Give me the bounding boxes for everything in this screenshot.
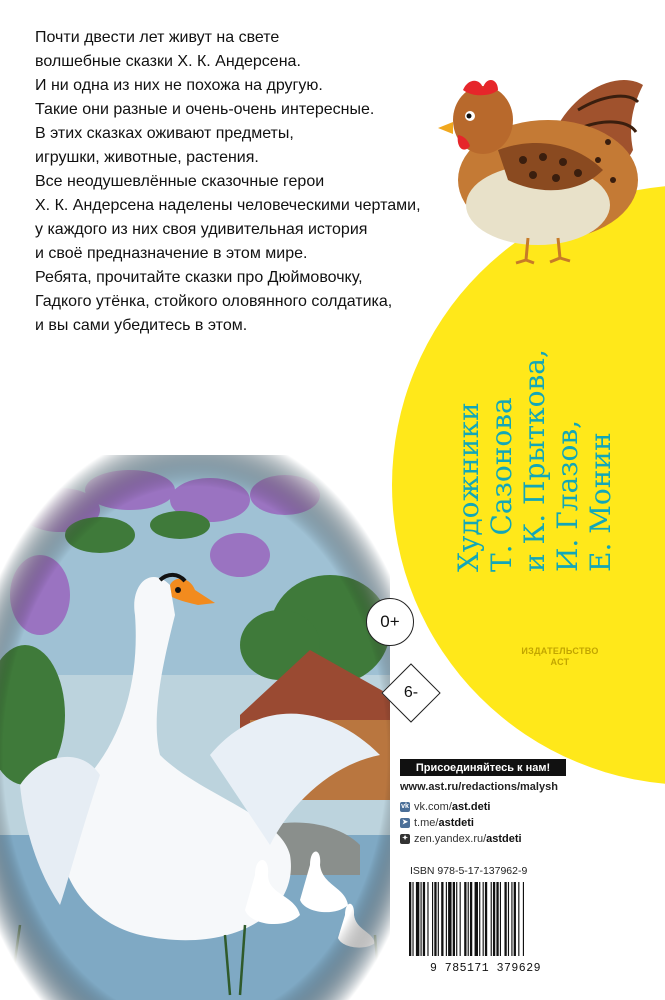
- description-line: Ребята, прочитайте сказки про Дюймовочку,: [35, 269, 363, 286]
- barcode-bar: [496, 882, 498, 956]
- publisher-line: АСТ: [550, 657, 570, 667]
- description-line: Такие они разные и очень-очень интересные.: [35, 101, 375, 118]
- barcode-bar: [412, 882, 413, 956]
- vk-prefix: vk.com/: [414, 801, 452, 813]
- isbn-text: ISBN 978-5-17-137962-9: [410, 865, 528, 877]
- website-link[interactable]: www.ast.ru/redactions/malysh: [400, 781, 558, 793]
- hen-illustration: [428, 30, 658, 265]
- credits-name: и К. Прыткова,: [518, 349, 551, 572]
- description-line: волшебные сказки Х. К. Андерсена.: [35, 53, 301, 70]
- reading-age-label: 6-: [403, 684, 419, 701]
- swan-illustration: [0, 455, 390, 1000]
- telegram-icon: ➤: [400, 818, 410, 828]
- credits-name: Е. Монин: [584, 432, 617, 572]
- barcode-bar: [504, 882, 506, 956]
- credits-heading: Художники: [452, 402, 485, 572]
- join-us-banner: Присоединяйтесь к нам!: [400, 759, 566, 776]
- barcode-bar: [491, 882, 492, 956]
- barcode-bar: [475, 882, 478, 956]
- zen-link[interactable]: [400, 833, 522, 845]
- zen-handle: astdeti: [486, 833, 522, 845]
- book-description: [35, 26, 455, 338]
- description-line: Все неодушевлённые сказочные герои: [35, 173, 325, 190]
- barcode-bar: [464, 882, 466, 956]
- telegram-link[interactable]: [400, 817, 474, 829]
- telegram-handle: astdeti: [438, 817, 474, 829]
- barcode-bars: [403, 880, 568, 960]
- barcode-bar: [523, 882, 524, 956]
- description-line: у каждого из них своя удивительная история: [35, 221, 368, 238]
- barcode-bar: [493, 882, 495, 956]
- barcode-bar: [441, 882, 443, 956]
- barcode-bar: [511, 882, 512, 956]
- barcode-bar: [416, 882, 419, 956]
- barcode-bar: [468, 882, 469, 956]
- zen-icon: ✦: [400, 834, 410, 844]
- barcode-bar: [485, 882, 487, 956]
- description-line: и вы сами убедитесь в этом.: [35, 317, 248, 334]
- description-line: игрушки, животные, растения.: [35, 149, 259, 166]
- barcode-bar: [518, 882, 519, 956]
- publisher-logo: [505, 646, 615, 668]
- description-line: В этих сказках оживают предметы,: [35, 125, 294, 142]
- barcode: [403, 880, 568, 975]
- barcode-bar: [500, 882, 501, 956]
- vk-icon: vk: [401, 803, 409, 810]
- barcode-bar: [423, 882, 425, 956]
- barcode-bar: [438, 882, 439, 956]
- barcode-bar: [409, 882, 411, 956]
- vk-link[interactable]: [400, 801, 490, 813]
- barcode-bar: [479, 882, 480, 956]
- publisher-line: ИЗДАТЕЛЬСТВО: [521, 646, 599, 656]
- barcode-bar: [456, 882, 457, 956]
- barcode-bar: [434, 882, 436, 956]
- description-line: и своё предназначение в этом мире.: [35, 245, 308, 262]
- barcode-bar: [483, 882, 484, 956]
- description-line: И ни одна из них не похожа на другую.: [35, 77, 323, 94]
- barcode-bar: [432, 882, 433, 956]
- description-line: Гадкого утёнка, стойкого оловянного солдатика,: [35, 293, 393, 310]
- barcode-bar: [427, 882, 428, 956]
- credits-name: Т. Сазонова: [485, 397, 518, 572]
- age-rating-badge: 0+: [366, 598, 414, 646]
- illustrator-credits: [452, 349, 617, 572]
- barcode-bar: [514, 882, 516, 956]
- barcode-bar: [460, 882, 461, 956]
- barcode-bar: [448, 882, 451, 956]
- telegram-prefix: t.me/: [414, 817, 439, 829]
- description-line: Х. К. Андерсена наделены человеческими чертами,: [35, 197, 421, 214]
- zen-prefix: zen.yandex.ru/: [414, 833, 487, 845]
- barcode-digits: 9 785171 379629: [429, 962, 542, 975]
- credits-name: И. Глазов,: [551, 419, 584, 572]
- barcode-bar: [421, 882, 422, 956]
- barcode-bar: [453, 882, 455, 956]
- vk-handle: ast.deti: [451, 801, 491, 813]
- description-line: Почти двести лет живут на свете: [35, 29, 280, 46]
- reading-age-badge: [382, 664, 440, 722]
- barcode-bar: [508, 882, 509, 956]
- barcode-bar: [470, 882, 472, 956]
- barcode-bar: [446, 882, 447, 956]
